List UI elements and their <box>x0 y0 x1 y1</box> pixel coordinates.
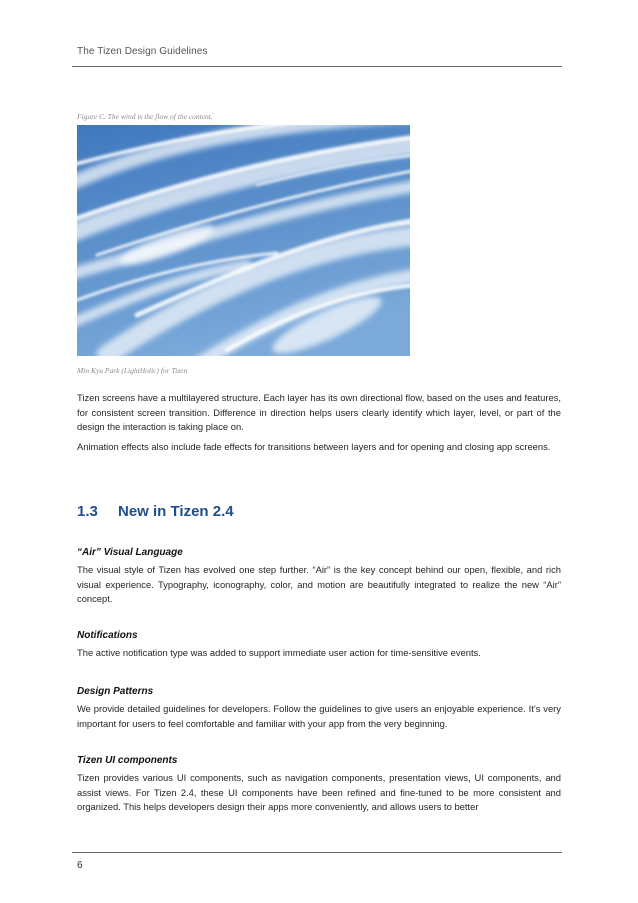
header-divider <box>72 66 562 67</box>
subheading-air: “Air” Visual Language <box>77 547 183 558</box>
section-number: 1.3 <box>77 503 98 520</box>
subheading-notifications: Notifications <box>77 630 138 641</box>
paragraph-notifications: The active notification type was added to support immediate user action for time-sensitive events. <box>77 647 481 658</box>
figure-credit: Min Kyu Park (LightHolic) for Tizen <box>77 366 188 375</box>
paragraph-animation: Animation effects also include fade effects for transitions between layers and for opening and closing app screens. <box>77 441 551 452</box>
subheading-ui-components: Tizen UI components <box>77 755 178 766</box>
running-header: The Tizen Design Guidelines <box>77 46 208 57</box>
wispy-clouds-image <box>77 125 410 356</box>
footer-divider <box>72 852 562 853</box>
figure-caption: Figure C. The wind is the flow of the content. <box>77 112 213 121</box>
subheading-design-patterns: Design Patterns <box>77 686 154 697</box>
paragraph-layers: Tizen screens have a multilayered structure. Each layer has its own directional flow, based on the uses and features, for consistent screen transition. Difference in direction helps users clearly identify which layer, level, or part of the design the interaction is taking place on. <box>77 392 561 433</box>
paragraph-air: The visual style of Tizen has evolved one step further. “Air” is the key concept behind our open, flexible, and rich visual experience. Typography, iconography, color, and motion are beautifully integrated to realize the new “Air” concept. <box>77 564 561 605</box>
page-number: 6 <box>77 860 83 871</box>
section-title: New in Tizen 2.4 <box>118 503 234 520</box>
sky-photo <box>77 125 410 356</box>
section-heading <box>77 503 234 520</box>
paragraph-ui-components: Tizen provides various UI components, such as navigation components, presentation views, UI components, and assist views. For Tizen 2.4, these UI components have been refined and fine-tuned to be more consistent and organized. This helps developers design their apps more conveniently, and allows users to better <box>77 772 561 813</box>
paragraph-design-patterns: We provide detailed guidelines for developers. Follow the guidelines to give users an enjoyable experience. It’s very important for users to feel comfortable and familiar with your app from the very beginning. <box>77 703 561 729</box>
